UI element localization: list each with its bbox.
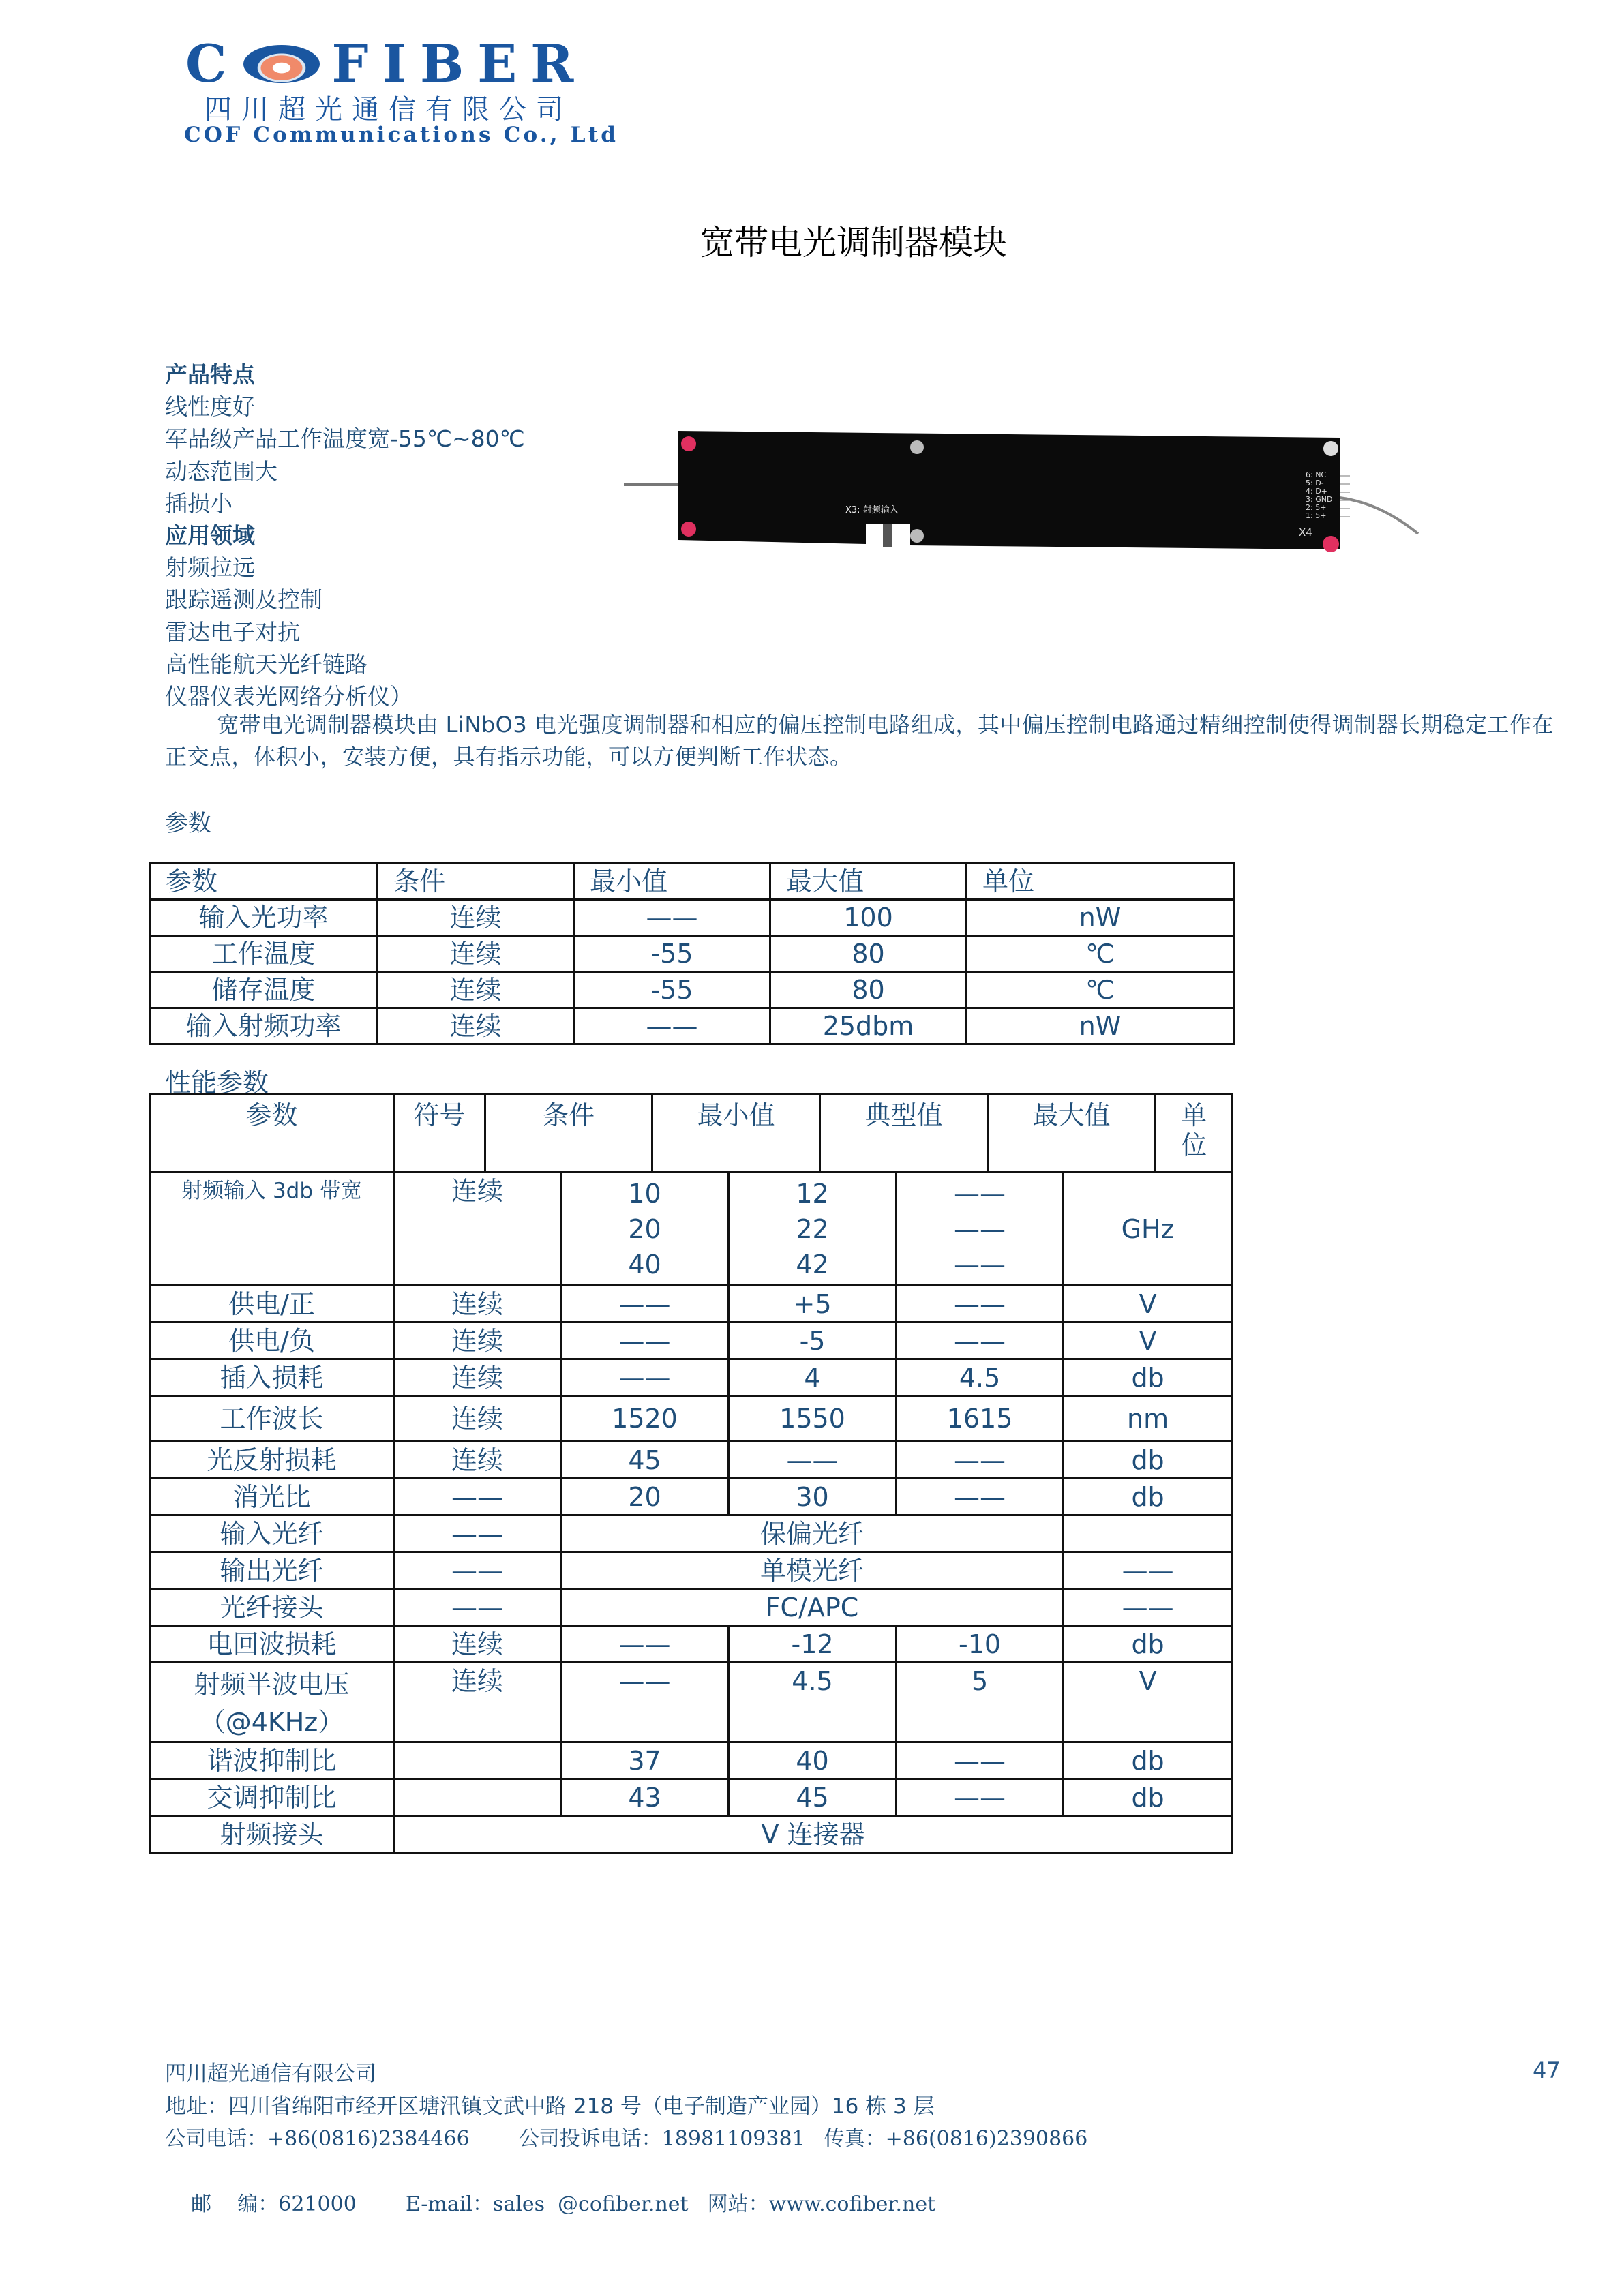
cell: ——	[897, 1479, 1064, 1515]
cell: 连续	[394, 1323, 561, 1359]
cell: 1615	[897, 1396, 1064, 1442]
cell: db	[1064, 1479, 1233, 1515]
param-line: （@4KHz）	[199, 1707, 344, 1737]
applications-heading: 应用领域	[165, 522, 255, 549]
cell: 连续	[394, 1663, 561, 1742]
cell: 输入射频功率	[150, 1008, 378, 1044]
cell: nW	[967, 900, 1234, 936]
value: 40	[628, 1249, 661, 1280]
footer-complaint-phone: 公司投诉电话：18981109381	[518, 2127, 805, 2151]
performance-table	[149, 1093, 1233, 1854]
cell: 4.5	[729, 1663, 897, 1742]
value: 42	[796, 1249, 829, 1280]
cell	[394, 1742, 561, 1779]
features-heading: 产品特点	[165, 361, 255, 388]
cell: 输出光纤	[150, 1552, 394, 1589]
cell: ——	[561, 1626, 729, 1663]
cell: 工作波长	[150, 1396, 394, 1442]
feature-item: 动态范围大	[165, 457, 277, 485]
value: 20	[628, 1213, 661, 1244]
cell: ℃	[967, 972, 1234, 1008]
cell: 保偏光纤	[561, 1515, 1064, 1552]
footer-address: 地址：四川省绵阳市经开区塘汛镇文武中路 218 号（电子制造产业园）16 栋 3 层	[165, 2094, 935, 2119]
svg-text:X4: X4	[1299, 526, 1312, 539]
cell: 4	[729, 1359, 897, 1396]
cell: V	[1064, 1286, 1233, 1323]
footer-phones	[165, 2123, 1087, 2156]
footer	[165, 2057, 1087, 2254]
table-row	[150, 900, 1234, 936]
cell: 1520	[561, 1396, 729, 1442]
cell: 交调抑制比	[150, 1779, 394, 1816]
cell: db	[1064, 1742, 1233, 1779]
cell: db	[1064, 1626, 1233, 1663]
cell: ——	[1064, 1552, 1233, 1589]
cell: 插入损耗	[150, 1359, 394, 1396]
table-row-halfwave	[150, 1663, 1233, 1742]
cell: ——	[1064, 1589, 1233, 1626]
value: 22	[796, 1213, 829, 1244]
header-cell: 参数	[150, 1094, 394, 1173]
cell: ——	[394, 1589, 561, 1626]
table-row	[150, 1442, 1233, 1479]
cell: db	[1064, 1442, 1233, 1479]
table-row	[150, 1396, 1233, 1442]
header-cell: 最大值	[988, 1094, 1156, 1173]
cell: 1550	[729, 1396, 897, 1442]
table-row	[150, 1742, 1233, 1779]
cell: db	[1064, 1779, 1233, 1816]
logo-company-en: COF Communications Co., Ltd	[184, 123, 619, 147]
cell: 5	[897, 1663, 1064, 1742]
cell: nW	[967, 1008, 1234, 1044]
header-cell-unit	[1156, 1094, 1233, 1173]
table-row	[150, 1779, 1233, 1816]
logo-letters-fiber: FIBER	[331, 33, 588, 94]
cell: 光纤接头	[150, 1589, 394, 1626]
cell: ——	[561, 1663, 729, 1742]
description-paragraph: 宽带电光调制器模块由 LiNbO3 电光强度调制器和相应的偏压控制电路组成，其中偏压控制电路通过精细控制使得调制器长期稳定工作在正交点，体积小，安装方便，具有指示功能，可以方便判断工作状态。	[165, 712, 1554, 770]
cell: -55	[574, 972, 770, 1008]
cell: 输入光功率	[150, 900, 378, 936]
header-unit-line2: 位	[1181, 1130, 1207, 1160]
cell: 输入光纤	[150, 1515, 394, 1552]
header-cell: 最大值	[770, 864, 967, 900]
cell: db	[1064, 1359, 1233, 1396]
header-cell: 最小值	[574, 864, 770, 900]
cell: 谐波抑制比	[150, 1742, 394, 1779]
cell: 光反射损耗	[150, 1442, 394, 1479]
feature-item: 线性度好	[165, 393, 255, 421]
cell: 45	[561, 1442, 729, 1479]
header-cell: 参数	[150, 864, 378, 900]
cell: 连续	[378, 972, 574, 1008]
cell: ——	[897, 1442, 1064, 1479]
params-table	[149, 862, 1235, 1045]
cell: GHz	[1064, 1173, 1233, 1286]
application-item: 高性能航天光纤链路	[165, 650, 367, 678]
header-unit-line1: 单	[1181, 1100, 1207, 1130]
cell: 射频接头	[150, 1816, 394, 1853]
cell: 80	[770, 936, 967, 972]
cell-min-stack	[561, 1173, 729, 1286]
cell: ——	[394, 1552, 561, 1589]
header-cell: 符号	[394, 1094, 485, 1173]
value: ——	[954, 1213, 1006, 1244]
cell: 连续	[378, 1008, 574, 1044]
table-row	[150, 1286, 1233, 1323]
table-row	[150, 1626, 1233, 1663]
cell: 20	[561, 1479, 729, 1515]
header-cell: 条件	[378, 864, 574, 900]
footer-phone: 公司电话：+86(0816)2384466	[165, 2127, 470, 2151]
footer-website[interactable]: 网站：www.cofiber.net	[707, 2192, 936, 2216]
application-item: 仪器仪表光网络分析仪）	[165, 683, 412, 710]
cell: ——	[561, 1359, 729, 1396]
svg-text:2: 5+: 2: 5+	[1306, 503, 1327, 512]
header-cell: 最小值	[652, 1094, 820, 1173]
rf-input-label: X3: 射频输入	[845, 505, 899, 515]
table-row	[150, 1816, 1233, 1853]
table-row	[150, 1515, 1233, 1552]
footer-contact	[165, 2156, 1087, 2254]
table-row	[150, 1008, 1234, 1044]
footer-postcode: 邮 编：621000	[191, 2192, 357, 2216]
cell: ——	[574, 900, 770, 936]
cell: ——	[897, 1742, 1064, 1779]
cell: 消光比	[150, 1479, 394, 1515]
cell: ——	[897, 1779, 1064, 1816]
table-row	[150, 1552, 1233, 1589]
cell-max-stack	[897, 1173, 1064, 1286]
footer-fax: 传真：+86(0816)2390866	[824, 2127, 1088, 2151]
application-item: 射频拉远	[165, 554, 255, 581]
header-cell: 典型值	[820, 1094, 988, 1173]
cell: 单模光纤	[561, 1552, 1064, 1589]
cell: -55	[574, 936, 770, 972]
cell: 连续	[394, 1286, 561, 1323]
cell: 80	[770, 972, 967, 1008]
cell: 45	[729, 1779, 897, 1816]
cell: ——	[897, 1323, 1064, 1359]
page-number: 47	[1533, 2057, 1561, 2083]
cell: 37	[561, 1742, 729, 1779]
value: ——	[954, 1178, 1006, 1209]
cell: -5	[729, 1323, 897, 1359]
svg-text:6: NC: 6: NC	[1306, 470, 1327, 479]
cell: ——	[561, 1286, 729, 1323]
cell: 连续	[378, 900, 574, 936]
cell: 供电/正	[150, 1286, 394, 1323]
cell	[394, 1779, 561, 1816]
feature-item: 插损小	[165, 489, 232, 517]
features-list	[165, 359, 525, 712]
cell: 4.5	[897, 1359, 1064, 1396]
cell: 连续	[394, 1359, 561, 1396]
cell: 连续	[394, 1396, 561, 1442]
cell: ——	[574, 1008, 770, 1044]
svg-text:5: D-: 5: D-	[1306, 479, 1324, 487]
cell: 供电/负	[150, 1323, 394, 1359]
table-row	[150, 972, 1234, 1008]
company-logo	[185, 33, 785, 94]
cell: FC/APC	[561, 1589, 1064, 1626]
svg-text:1: 5+: 1: 5+	[1306, 511, 1327, 520]
cell: 储存温度	[150, 972, 378, 1008]
value: 10	[628, 1178, 661, 1209]
table-header-row	[150, 864, 1234, 900]
svg-text:4: D+: 4: D+	[1306, 487, 1327, 496]
cell: +5	[729, 1286, 897, 1323]
feature-item: 军品级产品工作温度宽-55℃~80℃	[165, 425, 525, 453]
params-label: 参数	[165, 810, 211, 837]
logo-company-cn: 四川超光通信有限公司	[205, 94, 573, 125]
logo-sunburst-icon	[243, 45, 320, 83]
cell: -12	[729, 1626, 897, 1663]
cell: ——	[394, 1479, 561, 1515]
table-row	[150, 1589, 1233, 1626]
cell: V	[1064, 1663, 1233, 1742]
cell: 连续	[394, 1173, 561, 1286]
cell: ——	[729, 1442, 897, 1479]
cell: 连续	[394, 1442, 561, 1479]
cell: 100	[770, 900, 967, 936]
cell: -10	[897, 1626, 1064, 1663]
cell: 40	[729, 1742, 897, 1779]
performance-label: 性能参数	[165, 1068, 269, 1098]
param-line: 射频半波电压	[194, 1670, 350, 1700]
cell: 连续	[378, 936, 574, 972]
application-item: 跟踪遥测及控制	[165, 586, 322, 614]
cell: 连续	[394, 1626, 561, 1663]
cell: V	[1064, 1323, 1233, 1359]
product-photo	[624, 428, 1422, 558]
cell: ——	[897, 1286, 1064, 1323]
footer-email[interactable]: E-mail：sales @cofiber.net	[405, 2192, 689, 2216]
value: ——	[954, 1249, 1006, 1280]
table-row	[150, 936, 1234, 972]
cell: 射频输入 3db 带宽	[150, 1173, 394, 1286]
value: 12	[796, 1178, 829, 1209]
table-row	[150, 1479, 1233, 1515]
cell	[1064, 1515, 1233, 1552]
cell: ℃	[967, 936, 1234, 972]
cell: 工作温度	[150, 936, 378, 972]
table-header-row	[150, 1094, 1233, 1173]
table-row	[150, 1323, 1233, 1359]
cell-typ-stack	[729, 1173, 897, 1286]
cell: 25dbm	[770, 1008, 967, 1044]
footer-company: 四川超光通信有限公司	[165, 2061, 376, 2086]
table-row-bandwidth	[150, 1173, 1233, 1286]
header-cell: 条件	[485, 1094, 652, 1173]
cell: 电回波损耗	[150, 1626, 394, 1663]
cell: V 连接器	[394, 1816, 1233, 1853]
page-title: 宽带电光调制器模块	[700, 223, 1007, 262]
cell: 43	[561, 1779, 729, 1816]
cell	[150, 1663, 394, 1742]
cell: nm	[1064, 1396, 1233, 1442]
logo-letter-c: C	[185, 33, 241, 94]
cell: 30	[729, 1479, 897, 1515]
table-row	[150, 1359, 1233, 1396]
svg-text:3: GND: 3: GND	[1306, 495, 1333, 504]
header-cell: 单位	[967, 864, 1234, 900]
cell: ——	[561, 1323, 729, 1359]
cell: ——	[394, 1515, 561, 1552]
application-item: 雷达电子对抗	[165, 618, 300, 646]
